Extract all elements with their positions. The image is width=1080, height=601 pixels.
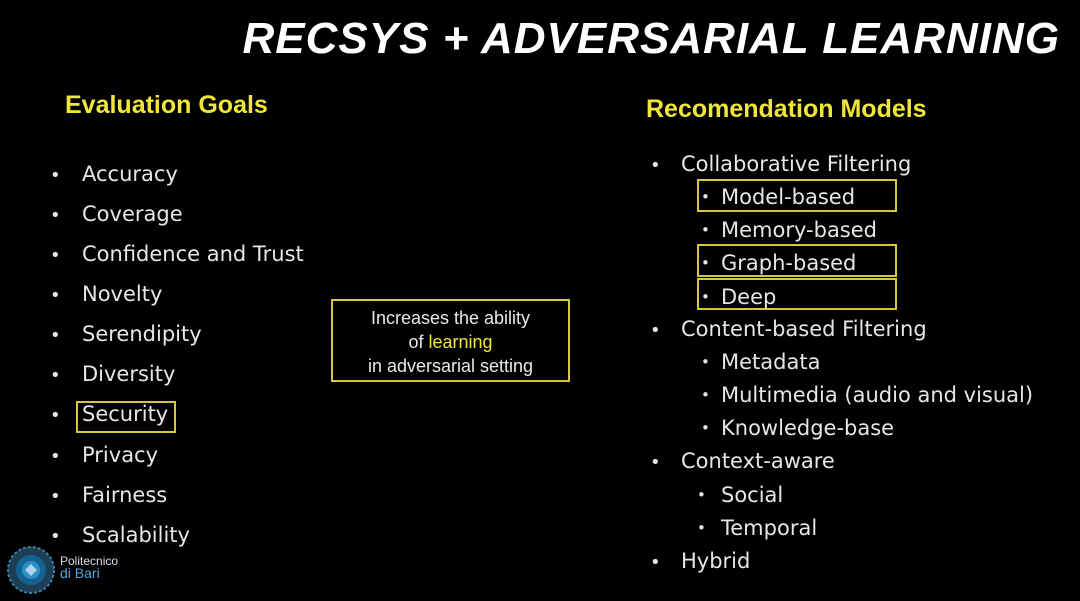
callout-line-2 (333, 330, 568, 354)
model-model-based: Model-based (721, 185, 856, 209)
bullet-icon: • (50, 486, 61, 507)
model-metadata: Metadata (721, 350, 821, 374)
politecnico-logo-icon (6, 545, 56, 595)
bullet-icon: • (50, 365, 61, 386)
bullet-icon: • (701, 288, 710, 306)
bullet-icon: • (650, 452, 661, 473)
bullet-icon: • (701, 221, 710, 239)
bullet-icon: • (50, 165, 61, 186)
bullet-icon: • (50, 205, 61, 226)
logo-line-2: di Bari (60, 565, 100, 581)
bullet-icon: • (50, 526, 61, 547)
bullet-icon: • (701, 353, 710, 371)
bullet-icon: • (697, 519, 706, 537)
model-content-based-filtering: Content-based Filtering (681, 317, 927, 341)
bullet-icon: • (50, 285, 61, 306)
model-graph-based: Graph-based (721, 251, 857, 275)
model-memory-based: Memory-based (721, 218, 878, 242)
model-deep: Deep (721, 285, 777, 309)
callout-line-3: in adversarial setting (367, 356, 534, 376)
bullet-icon: • (701, 386, 710, 404)
goal-item-serendipity: Serendipity (82, 322, 202, 346)
model-social: Social (721, 483, 784, 507)
callout-box (331, 299, 570, 382)
bullet-icon: • (650, 320, 661, 341)
model-context-aware: Context-aware (681, 449, 835, 473)
goal-item-fairness: Fairness (82, 483, 168, 507)
bullet-icon: • (50, 245, 61, 266)
model-knowledge-base: Knowledge-base (721, 416, 895, 440)
goal-item-diversity: Diversity (82, 362, 176, 386)
slide-title: RECSYS + ADVERSARIAL LEARNING (242, 14, 1060, 63)
bullet-icon: • (650, 155, 661, 176)
goal-item-confidence-trust: Confidence and Trust (82, 242, 304, 266)
bullet-icon: • (701, 188, 710, 206)
goal-item-coverage: Coverage (82, 202, 183, 226)
model-multimedia: Multimedia (audio and visual) (721, 383, 1034, 407)
goal-item-novelty: Novelty (82, 282, 163, 306)
model-collaborative-filtering: Collaborative Filtering (681, 152, 912, 176)
politecnico-logo-text (60, 555, 118, 579)
recommendation-models-heading: Recomendation Models (646, 95, 927, 123)
goal-item-scalability: Scalability (82, 523, 190, 547)
bullet-icon: • (650, 552, 661, 573)
callout-line-2-prefix: of (408, 332, 429, 352)
bullet-icon: • (50, 446, 61, 467)
bullet-icon: • (50, 405, 61, 426)
goal-item-privacy: Privacy (82, 443, 159, 467)
bullet-icon: • (50, 325, 61, 346)
logo-line-1: Politecnico (60, 554, 119, 568)
evaluation-goals-heading: Evaluation Goals (65, 91, 268, 119)
goal-item-accuracy: Accuracy (82, 162, 178, 186)
bullet-icon: • (697, 486, 706, 504)
model-hybrid: Hybrid (681, 549, 751, 573)
goal-item-security: Security (82, 402, 169, 426)
callout-highlight-learning: learning (428, 332, 493, 352)
model-temporal: Temporal (721, 516, 818, 540)
bullet-icon: • (701, 419, 710, 437)
bullet-icon: • (701, 254, 710, 272)
callout-line-1: Increases the ability (370, 308, 531, 328)
